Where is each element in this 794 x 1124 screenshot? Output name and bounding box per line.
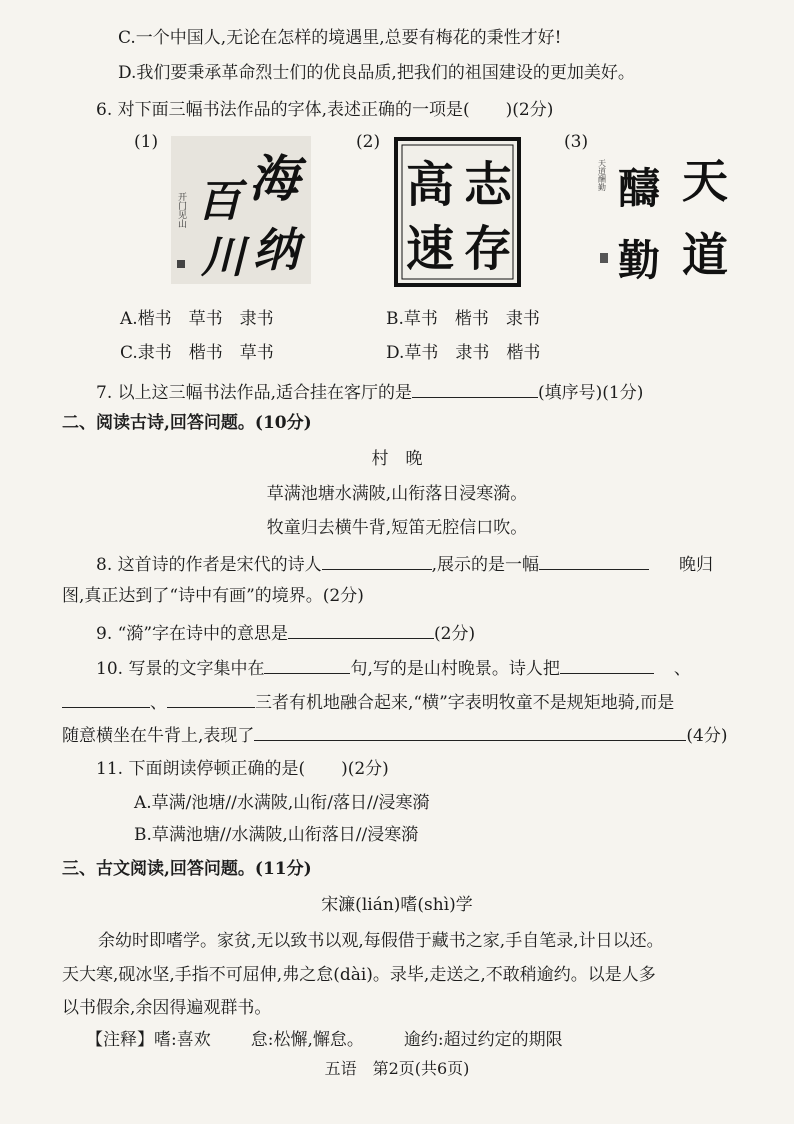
question-6-tail: )(2分) — [505, 100, 554, 120]
calli-char-3: 道 — [682, 228, 728, 282]
seal-stamp — [600, 253, 608, 263]
image-1-label: (1) — [134, 132, 159, 152]
question-8 — [96, 551, 713, 577]
q10-text-e: 三者有机地融合起来,“横”字表明牧童不是规矩地骑,而是 — [255, 693, 675, 713]
question-6 — [96, 98, 553, 122]
q11-option-b[interactable]: B.草满池塘//水满陂,山衔落日//浸寒漪 — [134, 825, 419, 845]
question-10-line-2 — [62, 689, 674, 715]
calli-char-4: 川 — [201, 232, 245, 283]
image-3-signature: 天道酬勤 — [598, 159, 607, 191]
notes — [86, 1028, 563, 1052]
calli-char-3: 纳 — [253, 223, 299, 277]
answer-blank[interactable] — [254, 722, 686, 741]
poem-line-1: 草满池塘水满陂,山衔落日浸寒漪。 — [266, 484, 528, 504]
q10-text-d: 、 — [150, 693, 167, 713]
prose-paragraph-1: 余幼时即嗜学。家贫,无以致书以观,每假借于藏书之家,手自笔录,计日以还。 — [98, 931, 664, 951]
question-6-text: 6. 对下面三幅书法作品的字体,表述正确的一项是( — [96, 100, 470, 120]
answer-blank[interactable] — [412, 379, 538, 398]
note-2: 怠:松懈,懈怠。 — [250, 1030, 364, 1050]
q6-option-b[interactable]: B.草书 楷书 隶书 — [386, 309, 540, 329]
q10-text-c: 、 — [673, 659, 691, 679]
calli-char-1: 海 — [249, 149, 299, 208]
calligraphy-image-clerical — [598, 145, 740, 285]
q8-text-d: 图,真正达到了“诗中有画”的境界。(2分) — [62, 586, 364, 606]
q8-text-c: 晚归 — [679, 555, 714, 575]
q10-text-f: 随意横坐在牛背上,表现了 — [62, 726, 255, 746]
q6-option-a[interactable]: A.楷书 草书 隶书 — [120, 309, 274, 329]
option-c-text: C.一个中国人,无论在怎样的境遇里,总要有梅花的秉性才好! — [118, 28, 562, 48]
calligraphy-image-cursive — [171, 136, 311, 284]
poem-title: 村 晚 — [371, 449, 423, 469]
image-1-signature: 开门见山 — [176, 192, 186, 228]
calli-char-2: 百 — [197, 176, 241, 227]
q11-option-a[interactable]: A.草满/池塘//水满陂,山衔/落日//浸寒漪 — [134, 793, 430, 813]
notes-label: 【注释】 — [86, 1030, 154, 1050]
prose-paragraph-3: 以书假余,余因得遍观群书。 — [62, 998, 272, 1018]
q6-option-d[interactable]: D.草书 隶书 楷书 — [386, 343, 541, 363]
answer-blank[interactable] — [539, 551, 649, 570]
calli-char-4: 速 — [406, 221, 455, 277]
q10-text-b: 句,写的是山村晚景。诗人把 — [350, 659, 560, 679]
answer-blank[interactable] — [62, 689, 150, 708]
q11-tail: )(2分) — [341, 759, 389, 779]
calli-char-2: 高 — [406, 157, 455, 213]
question-9 — [96, 620, 475, 646]
calli-char-3: 存 — [464, 221, 513, 277]
q9-text-b: (2分) — [434, 624, 476, 644]
page-footer: 五语 第2页(共6页) — [324, 1059, 470, 1078]
prose-paragraph-2: 天大寒,砚冰坚,手指不可屈伸,弗之怠(dài)。录毕,走送之,不敢稍逾约。以是人多 — [62, 965, 656, 985]
poem-line-2: 牧童归去横牛背,短笛无腔信口吹。 — [266, 518, 528, 538]
answer-blank[interactable] — [322, 551, 432, 570]
calligraphy-image-regular — [394, 137, 521, 287]
q8-text-a: 8. 这首诗的作者是宋代的诗人 — [96, 555, 322, 575]
answer-blank[interactable] — [560, 655, 654, 674]
answer-blank[interactable] — [167, 689, 255, 708]
section-2-heading: 二、阅读古诗,回答问题。(10分) — [62, 413, 312, 433]
q6-option-c[interactable]: C.隶书 楷书 草书 — [120, 343, 274, 363]
q9-text-a: 9. “漪”字在诗中的意思是 — [96, 624, 289, 644]
q10-text-a: 10. 写景的文字集中在 — [96, 659, 265, 679]
note-3: 逾约:超过约定的期限 — [403, 1030, 563, 1050]
section-3-heading: 三、古文阅读,回答问题。(11分) — [62, 859, 312, 879]
question-10-line-3 — [62, 722, 728, 748]
answer-blank[interactable] — [288, 620, 434, 639]
calli-char-2: 醻 — [618, 164, 661, 213]
question-7 — [96, 379, 643, 405]
image-2-label: (2) — [356, 132, 381, 152]
note-1: 嗜:喜欢 — [154, 1030, 211, 1050]
calli-char-1: 志 — [464, 157, 513, 213]
prose-title: 宋濂(lián)嗜(shì)学 — [321, 895, 473, 915]
answer-blank[interactable] — [264, 655, 350, 674]
question-7-tail: (填序号)(1分) — [538, 383, 644, 403]
signature-column — [176, 192, 187, 268]
q10-text-g: (4分) — [686, 726, 728, 746]
calli-char-4: 勤 — [618, 236, 661, 285]
calli-char-1: 天 — [682, 154, 728, 208]
question-11 — [96, 757, 389, 781]
image-3-label: (3) — [564, 132, 589, 152]
question-10 — [96, 655, 691, 681]
question-7-text: 7. 以上这三幅书法作品,适合挂在客厅的是 — [96, 383, 413, 403]
seal-stamp — [177, 260, 185, 268]
q11-text: 11. 下面朗读停顿正确的是( — [96, 759, 306, 779]
q8-text-b: ,展示的是一幅 — [431, 555, 540, 575]
option-d-text: D.我们要秉承革命烈士们的优良品质,把我们的祖国建设的更加美好。 — [118, 63, 635, 83]
